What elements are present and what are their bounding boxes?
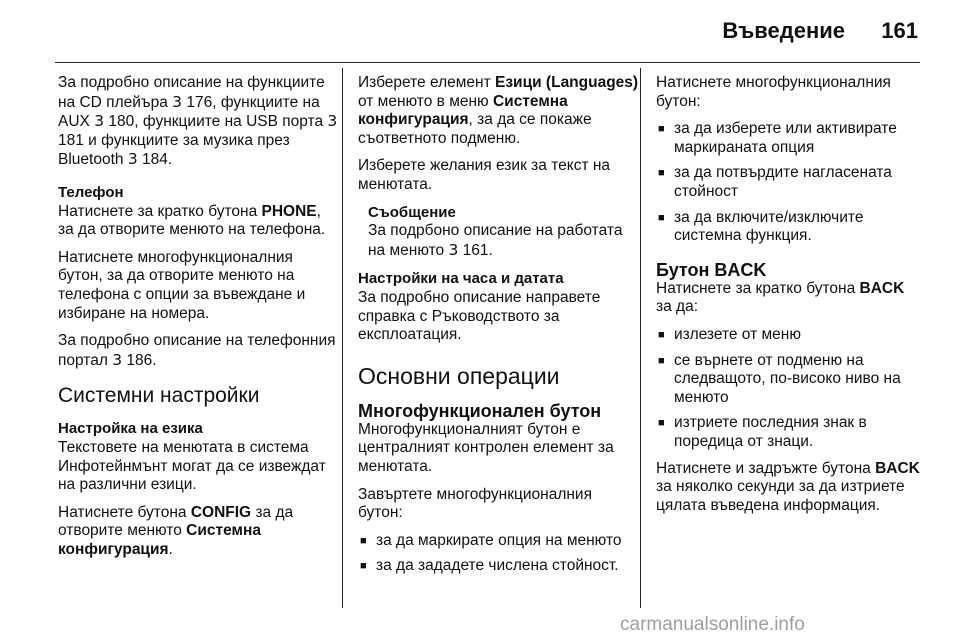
page-ref-icon: 3: [172, 92, 183, 111]
list-item: ■ се върнете от подменю на следващото, по-високо ниво на менюто: [656, 352, 924, 408]
header-divider: [55, 62, 920, 63]
phone-button-label: PHONE: [261, 202, 317, 220]
portal-paragraph: За подробно описание на телефонния портал 3 186.: [58, 332, 336, 369]
page-ref-icon: 3: [327, 112, 338, 131]
column-divider-1: [342, 68, 343, 608]
back-list: [656, 326, 924, 452]
list-item: ■ излезете от меню: [656, 326, 924, 345]
multifunction-paragraph: Многофункционалният бутон е централният контролен елемент за менютата.: [358, 420, 614, 475]
back-heading: Бутон BACK: [656, 259, 767, 280]
hold-paragraph: Натиснете и задръжте бутона BACK за няколко секунди за да изтриете цялата въведена информация.: [656, 459, 920, 514]
multi-paragraph: Натиснете многофункционалния бутон, за да отворите менюто на телефона с опции за въвеждане и избиране на номера.: [58, 248, 306, 322]
multifunction-heading: Многофункционален бутон: [358, 400, 602, 421]
page-ref[interactable]: 176: [186, 93, 213, 111]
watermark: carmanualsonline.info: [620, 614, 805, 635]
page-number: 161: [881, 18, 918, 43]
list-item: ■ изтриете последния знак в поредица от знаци.: [656, 414, 924, 451]
note-box: Съобщение За подрбоно описание на работата на менюто 3 161.: [358, 204, 640, 261]
page-ref[interactable]: 181: [58, 131, 84, 149]
system-settings-heading: Системни настройки: [58, 384, 260, 408]
basic-operations-heading: Основни операции: [358, 362, 560, 389]
back-paragraph: Натиснете за кратко бутона BACK за да:: [656, 279, 905, 316]
phone-heading: Телефон: [58, 183, 124, 201]
column-3: [656, 74, 924, 524]
page-ref-icon: 3: [112, 350, 123, 369]
select-language-paragraph: Изберете желания език за текст на менютата.: [358, 157, 611, 193]
page-ref[interactable]: 161: [462, 241, 489, 259]
page-ref-icon: 3: [127, 150, 138, 169]
page-title: Въведение: [722, 18, 845, 43]
press-list: [656, 120, 924, 246]
system-config-label: Системна конфигурация: [358, 92, 568, 129]
list-item: ■ за да зададете числена стойност.: [358, 557, 640, 576]
list-item: ■ за да потвърдите нагласената стойност: [656, 164, 924, 201]
language-section: Настройка на езика Текстовете на менютата в система Инфотейнмънт могат да се извеждат на различни езици.: [58, 420, 340, 494]
page-ref-icon: 3: [448, 240, 459, 259]
page-ref[interactable]: 184: [142, 151, 168, 169]
column-2: [358, 74, 640, 584]
column-divider-2: [640, 68, 641, 608]
time-section: Настройки на часа и датата За подробно описание направете справка с Ръководството за експлоатация.: [358, 270, 640, 344]
page-ref-icon: 3: [94, 112, 105, 131]
turn-list: [358, 532, 640, 576]
back-button-label: BACK: [875, 459, 920, 477]
phone-section: Телефон Натиснете за кратко бутона PHONE, за да отворите менюто на телефона.: [58, 184, 340, 240]
turn-paragraph: Завъртете многофункционалния бутон:: [358, 485, 592, 522]
time-heading: Настройки на часа и датата: [358, 270, 564, 288]
select-paragraph: Изберете елемент Езици (Languages) от менюто в меню Системна конфигурация, за да се покаже съответното подменю.: [358, 74, 639, 147]
list-item: ■ за да изберете или активирате маркираната опция: [656, 120, 924, 157]
intro-paragraph: За подробно описание на функциите на CD плейъра 3 176, функциите на AUX 3 180, функциите на USB порта 3 181 и функциите за музика през Bluetooth 3 184.: [58, 74, 338, 169]
config-paragraph: Натиснете бутона CONFIG за да отворите менюто Системна конфигурация.: [58, 503, 294, 558]
back-button-label: BACK: [859, 279, 905, 297]
list-item: ■ за да маркирате опция на менюто: [358, 532, 640, 551]
config-menu-label: Системна конфигурация: [58, 522, 261, 558]
page-ref[interactable]: 180: [108, 113, 135, 131]
press-paragraph: Натиснете многофункционалния бутон:: [656, 74, 891, 110]
page-ref[interactable]: 186: [126, 351, 153, 369]
column-1: [58, 74, 340, 568]
list-item: ■ за да включите/изключите системна функция.: [656, 209, 924, 246]
page-header: [0, 0, 960, 60]
language-heading: Настройка на езика: [58, 420, 203, 438]
languages-item-label: Езици (Languages): [495, 74, 639, 91]
config-button-label: CONFIG: [190, 503, 252, 521]
note-heading: Съобщение: [368, 203, 456, 221]
